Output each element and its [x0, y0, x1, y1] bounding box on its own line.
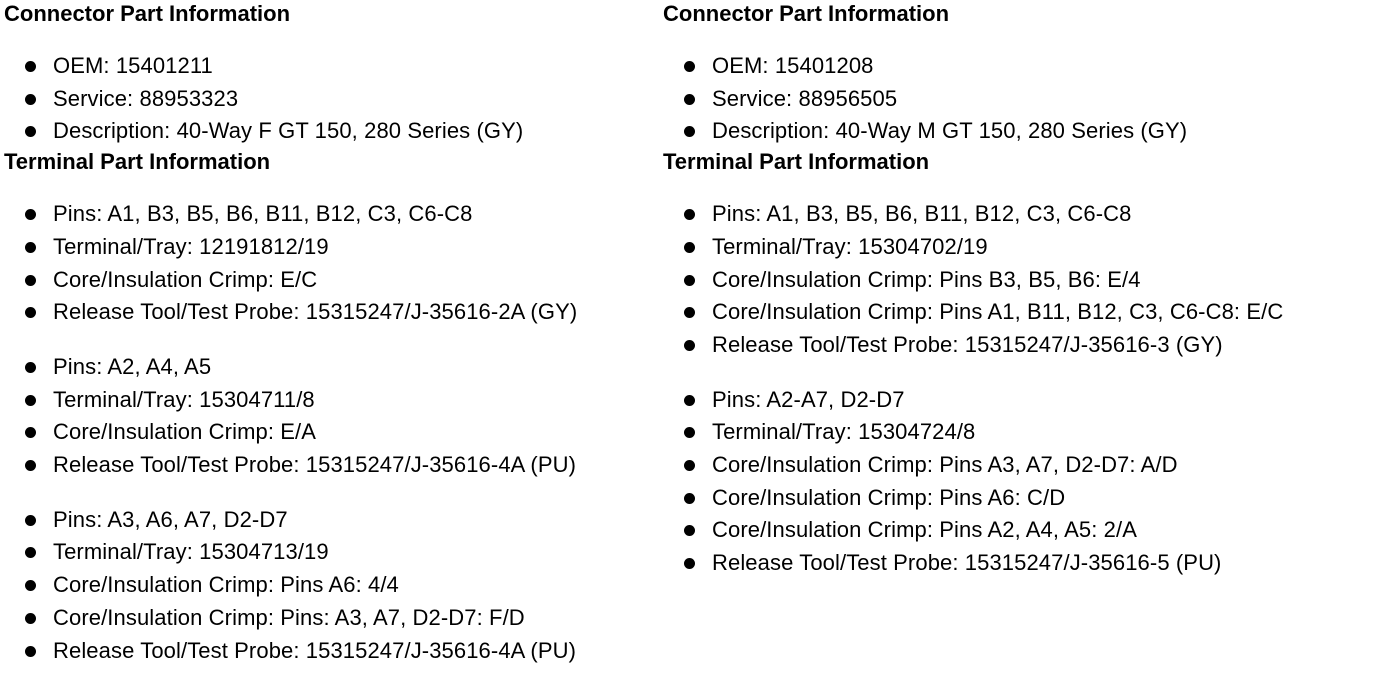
list-item: Core/Insulation Crimp: Pins A3, A7, D2-D7: A/D [663, 449, 1376, 482]
list-item: Pins: A2-A7, D2-D7 [663, 384, 1376, 417]
list-item: Service: 88953323 [4, 83, 660, 116]
left-connector-list [4, 50, 660, 148]
right-connector-heading: Connector Part Information [663, 1, 950, 26]
bullet-icon [684, 340, 695, 351]
bullet-icon [25, 580, 36, 591]
bullet-icon [25, 547, 36, 558]
list-item: Pins: A1, B3, B5, B6, B11, B12, C3, C6-C8 [663, 198, 1376, 231]
list-item: Release Tool/Test Probe: 15315247/J-35616-3 (GY) [663, 329, 1376, 362]
bullet-icon [684, 94, 695, 105]
right-connector-list [663, 50, 1376, 148]
list-item: Core/Insulation Crimp: Pins A6: 4/4 [4, 569, 660, 602]
list-item: Pins: A2, A4, A5 [4, 351, 660, 384]
list-item: Core/Insulation Crimp: E/C [4, 264, 660, 297]
list-item: Description: 40-Way M GT 150, 280 Series (GY) [663, 115, 1376, 148]
list-item: Terminal/Tray: 15304724/8 [663, 416, 1376, 449]
bullet-icon [684, 209, 695, 220]
bullet-icon [684, 460, 695, 471]
bullet-icon [684, 61, 695, 72]
bullet-icon [25, 275, 36, 286]
list-item: Core/Insulation Crimp: Pins A6: C/D [663, 482, 1376, 515]
bullet-icon [25, 61, 36, 72]
list-item: Release Tool/Test Probe: 15315247/J-35616-4A (PU) [4, 449, 660, 482]
bullet-icon [25, 94, 36, 105]
bullet-icon [25, 646, 36, 657]
bullet-icon [25, 362, 36, 373]
list-item: Service: 88956505 [663, 83, 1376, 116]
bullet-icon [25, 460, 36, 471]
bullet-icon [25, 126, 36, 137]
list-item: Core/Insulation Crimp: Pins B3, B5, B6: E/4 [663, 264, 1376, 297]
bullet-icon [25, 209, 36, 220]
bullet-icon [684, 427, 695, 438]
right-terminal-group-2 [663, 384, 1376, 580]
list-item: Pins: A3, A6, A7, D2-D7 [4, 504, 660, 537]
list-item: Terminal/Tray: 15304702/19 [663, 231, 1376, 264]
bullet-icon [25, 395, 36, 406]
list-item: Pins: A1, B3, B5, B6, B11, B12, C3, C6-C8 [4, 198, 660, 231]
list-item: Core/Insulation Crimp: E/A [4, 416, 660, 449]
right-terminal-heading: Terminal Part Information [663, 149, 930, 175]
bullet-icon [684, 395, 695, 406]
list-item: Core/Insulation Crimp: Pins A2, A4, A5: 2/A [663, 514, 1376, 547]
bullet-icon [684, 493, 695, 504]
list-item: Description: 40-Way F GT 150, 280 Series (GY) [4, 115, 660, 148]
list-item: Terminal/Tray: 12191812/19 [4, 231, 660, 264]
bullet-icon [25, 242, 36, 253]
bullet-icon [684, 126, 695, 137]
left-terminal-group-2 [4, 351, 660, 482]
list-item: Release Tool/Test Probe: 15315247/J-35616-4A (PU) [4, 635, 660, 668]
left-column [4, 0, 660, 667]
list-item: Terminal/Tray: 15304713/19 [4, 536, 660, 569]
list-item: Release Tool/Test Probe: 15315247/J-35616-5 (PU) [663, 547, 1376, 580]
right-terminal-group-1 [663, 198, 1376, 362]
bullet-icon [25, 427, 36, 438]
left-terminal-group-1 [4, 198, 660, 329]
bullet-icon [684, 525, 695, 536]
left-terminal-heading: Terminal Part Information [4, 149, 271, 175]
left-terminal-group-3 [4, 504, 660, 668]
bullet-icon [684, 307, 695, 318]
list-item: OEM: 15401208 [663, 50, 1376, 83]
bullet-icon [684, 242, 695, 253]
bullet-icon [25, 515, 36, 526]
right-column [663, 0, 1376, 580]
list-item: Terminal/Tray: 15304711/8 [4, 384, 660, 417]
bullet-icon [25, 613, 36, 624]
bullet-icon [25, 307, 36, 318]
bullet-icon [684, 558, 695, 569]
list-item: Core/Insulation Crimp: Pins: A3, A7, D2-D7: F/D [4, 602, 660, 635]
list-item: OEM: 15401211 [4, 50, 660, 83]
left-connector-heading: Connector Part Information [4, 1, 291, 26]
list-item: Release Tool/Test Probe: 15315247/J-35616-2A (GY) [4, 296, 660, 329]
list-item: Core/Insulation Crimp: Pins A1, B11, B12, C3, C6-C8: E/C [663, 296, 1376, 329]
bullet-icon [684, 275, 695, 286]
